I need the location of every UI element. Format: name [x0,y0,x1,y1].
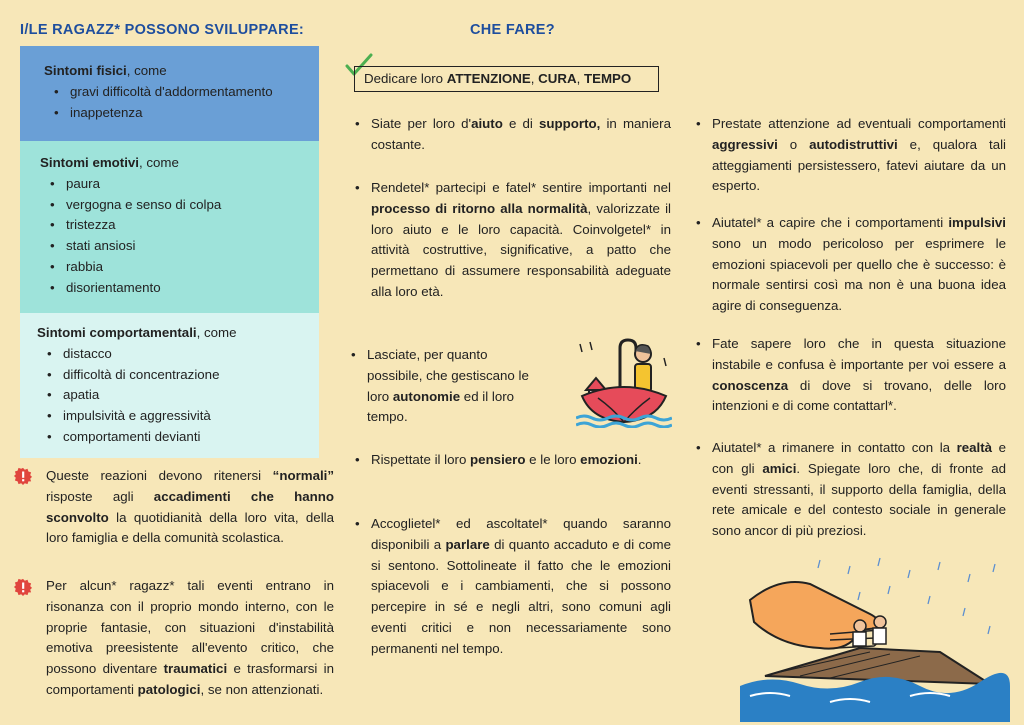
right-bullet-impulsive: • Aiutatel* a capire che i comportamenti impulsivi sono un modo pericoloso per esprimere le emozioni spiacevoli per quello che è successo: è normale sentirsi così ma non è una buona idea agire di conseguenza. [696,215,1006,314]
right-bullet-aggressive: • Prestate attenzione ad eventuali comportamenti aggressivi o autodistruttivi e, qualora tali atteggiamenti persistessero, fatevi aiutare da un esperto. [696,116,1006,194]
behavioral-symptoms-box [20,313,319,458]
middle-bullet-support: • Siate per loro d'aiuto e di supporto, in maniera costante. [355,116,672,152]
warning-icon [14,467,32,485]
warning-icon [14,578,32,596]
right-bullet-reality: • Aiutatel* a rimanere in contatto con la realtà e con gli amici. Spiegate loro che, di fronte ad eventi stressanti, il supporto della famiglia, della rete amicale e del contesto sociale in generale sono ancor di più preziosi. [696,440,1006,539]
list-item: • disorientamento [66,278,319,299]
middle-bullet-listen: • Accoglietel* ed ascoltatel* quando saranno disponibili a parlare di quanto accaduto e di come si sentono. Sottolineate il fatto che le emozioni spiacevoli e i cambiamenti, che si possono percepire in sé e negli altri, sono comuni agli eventi critici e non necessariamente sono permanenti nel tempo. [355,516,671,656]
middle-bullet-autonomy: • Lasciate, per quanto possibile, che gestiscano le loro autonomie ed il loro tempo. [351,347,529,425]
list-item: • inappetenza [70,103,319,124]
list-item: • stati ansiosi [66,236,319,257]
behavioral-symptoms-list [37,344,319,448]
warning-text-trauma: Per alcun* ragazz* tali eventi entrano in risonanza con il proprio mondo interno, con le proprie fantasie, con situazioni d'instabilità emotiva preesistente all'evento critico, che possono diventare traumatici e trasformarsi in comportamenti patologici, se non attenzionati. [46,578,334,697]
flood-umbrella-illustration [576,338,672,428]
middle-bullet-respect: • Rispettate il loro pensiero e le loro emozioni. [355,452,642,467]
list-item: • distacco [63,344,319,365]
callout-box: Dedicare loro ATTENZIONE, CURA, TEMPO [354,66,659,92]
rescue-hand-illustration [740,556,1010,722]
middle-header: CHE FARE? [470,22,555,38]
emotional-symptoms-heading: Sintomi emotivi, come [40,155,179,170]
list-item: • tristezza [66,215,319,236]
list-item: • comportamenti devianti [63,427,319,448]
left-header: I/LE RAGAZZ* POSSONO SVILUPPARE: [20,22,305,38]
list-item: • apatia [63,385,319,406]
list-item: • vergogna e senso di colpa [66,195,319,216]
middle-bullet-normality: • Rendetel* partecipi e fatel* sentire importanti nel processo di ritorno alla normalità, valorizzate il loro aiuto e le loro capacità. Coinvolgetel* in attività costruttive, significative, a patto che permettano di assumere responsabilità adeguate alla loro età. [355,180,671,299]
warning-text-normal: Queste reazioni devono ritenersi “normali” risposte agli accadimenti che hanno sconvolto la quotidianità della loro vita, della loro famiglia e della comunità scolastica. [46,468,334,546]
list-item: • impulsività e aggressività [63,406,319,427]
physical-symptoms-heading: Sintomi fisici, come [44,63,167,78]
emotional-symptoms-box [20,141,319,313]
list-item: • rabbia [66,257,319,278]
behavioral-symptoms-heading: Sintomi comportamentali, come [37,325,237,340]
physical-symptoms-list [44,82,319,124]
right-bullet-knowledge: • Fate sapere loro che in questa situazione instabile e confusa è importante per voi essere a conoscenza di dove si trovano, delle loro intenzioni e di come contattarl*. [696,336,1006,414]
list-item: • difficoltà di concentrazione [63,365,319,386]
physical-symptoms-box [20,46,319,141]
list-item: • gravi difficoltà d'addormentamento [70,82,319,103]
list-item: • paura [66,174,319,195]
emotional-symptoms-list [40,174,319,299]
